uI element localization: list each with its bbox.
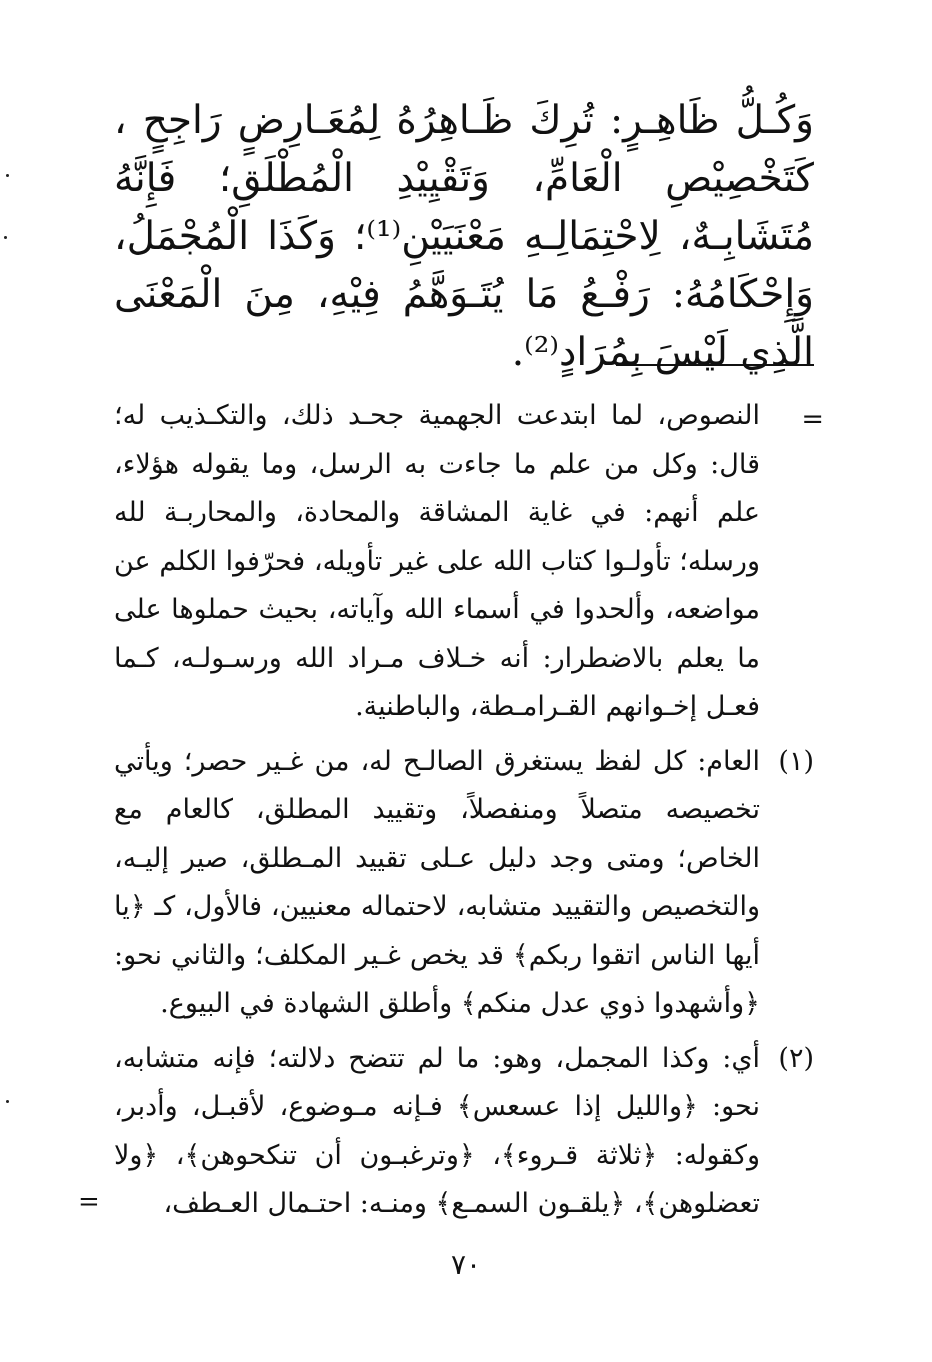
footnote-marker: =: [801, 404, 824, 435]
scan-speck: [6, 174, 9, 177]
page-number: ٧٠: [450, 1248, 482, 1281]
footnote-text: النصوص، لما ابتدعت الجهمية جحـد ذلك، والتكـذيب له؛ قال: وكل من علم ما جاءت به الرسل، وما يقوله هؤلاء، علم أنهم: في غاية المشاقة والمحادة، والمحاربـة لله ورسله؛ تأولـوا كتاب الله على غير تأويله، فحرّفوا الكلم عن مواضعه، وألحدوا في أسماء الله وآياته، بحيث حملوها على ما يعلم بالاضطرار: أنه خـلاف مـراد الله ورسـولـه، كـما فعـل إخـوانهم القـرامـطة، والباطنية.: [114, 400, 760, 722]
scan-speck: [6, 1100, 9, 1103]
footnote-separator: [616, 364, 814, 366]
footnote-2: [78, 1035, 814, 1229]
main-paragraph: وَكُـلُّ ظَاهِـرٍ: تُرِكَ ظَـاهِرُهُ لِمُعَـارِضٍ رَاجِحٍ ، كَتَخْصِيْصِ الْعَامِّ، وَتَقْيِيْدِ الْمُطْلَقِ؛ فَإِنَّهُ مُتَشَابِـهٌ، لِاحْتِمَالِـهِ مَعْنَيَيْنِ⁽¹⁾؛ وَكَذَا الْمُجْمَلُ، وَإِحْكَامُهُ: رَفْـعُ مَا يُتَـوَهَّمُ فِيْهِ، مِنَ الْمَعْنَى الَّذِي لَيْسَ بِمُرَادٍ⁽²⁾.: [114, 98, 814, 375]
footnote-marker: (١): [778, 745, 814, 777]
footnote-text: أي: وكذا المجمل، وهو: ما لم تتضح دلالته؛ فإنه متشابه، نحو: ﴿والليل إذا عسعس﴾ فـإنه مـوضوع، لأقبـل، وأدبر، وكقوله: ﴿ثلاثة قـروء﴾، ﴿وترغبـون أن تنكحوهن﴾، ﴿ولا تعضلوهن﴾، ﴿يلقـون السمـع﴾ ومنـه: احتـمال العـطف،: [114, 1042, 760, 1219]
footnote-continued: [114, 392, 824, 732]
scan-speck: [4, 236, 7, 239]
main-text-block: [114, 92, 814, 382]
footnote-1: [114, 738, 814, 1029]
footnote-marker: (٢): [778, 1042, 814, 1074]
footnote-text: العام: كل لفظ يستغرق الصالـح له، من غـير حصر؛ ويأتي تخصيصه متصلاً ومنفصلاً، وتقييد المطلق، كالعام مع الخاص؛ ومتى وجد دليل عـلى تقييد المـطلق، صير إليـه، والتخصيص والتقييد متشابه، لاحتماله معنيين، فالأول، كـ ﴿يا أيها الناس اتقوا ربكم﴾ قد يخص غـير المكلف؛ والثاني نحو: ﴿وأشهدوا ذوي عدل منكم﴾ وأطلق الشهادة في البيوع.: [114, 745, 760, 1019]
continuation-mark: =: [78, 1187, 100, 1217]
footnotes: [78, 392, 824, 1235]
